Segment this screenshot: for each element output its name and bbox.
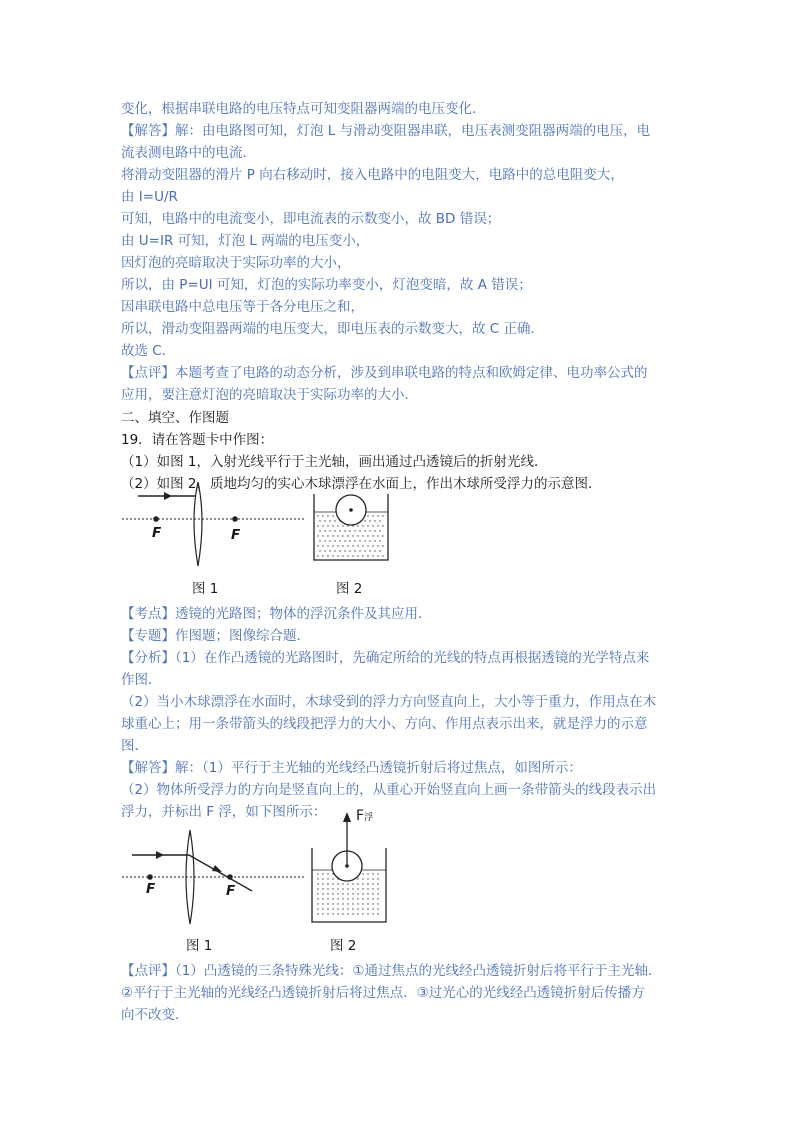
water-dot — [379, 530, 380, 531]
water-dot — [367, 908, 368, 909]
water-dot — [342, 888, 343, 889]
water-dot — [357, 893, 358, 894]
water-dot — [372, 545, 373, 546]
water-dot — [334, 530, 335, 531]
text-line: （2）物体所受浮力的方向是竖直向上的，从重心开始竖直向上画一条带箭头的线段表示出 — [121, 782, 657, 798]
focal-point-label: F — [152, 525, 162, 541]
water-dot — [334, 540, 335, 541]
text-line: 故选 C． — [121, 343, 176, 359]
water-dot — [317, 515, 318, 516]
water-dot — [322, 908, 323, 909]
water-dot — [352, 898, 353, 899]
water-dot — [354, 550, 355, 551]
water-dot — [352, 545, 353, 546]
water-dot — [337, 888, 338, 889]
water-dot — [324, 540, 325, 541]
water-dot — [377, 525, 378, 526]
water-dot — [359, 540, 360, 541]
water-dot — [362, 525, 363, 526]
water-dot — [377, 888, 378, 889]
water-dot — [377, 878, 378, 879]
water-dot — [369, 530, 370, 531]
water-dot — [332, 888, 333, 889]
water-dot — [329, 540, 330, 541]
water-dot — [317, 908, 318, 909]
text-line: 图． — [121, 738, 148, 754]
water-dot — [319, 530, 320, 531]
water-dot — [337, 913, 338, 914]
water-dot — [357, 888, 358, 889]
water-dot — [349, 530, 350, 531]
water-dot — [382, 535, 383, 536]
water-dot — [352, 555, 353, 556]
text-line: 因灯泡的亮暗取决于实际功率的大小， — [121, 255, 351, 271]
water-dot — [357, 898, 358, 899]
water-dot — [332, 525, 333, 526]
water-dot — [334, 550, 335, 551]
water-dot — [324, 550, 325, 551]
water-dot — [382, 555, 383, 556]
water-dot — [342, 535, 343, 536]
water-dot — [347, 545, 348, 546]
water-dot — [332, 555, 333, 556]
water-dot — [317, 525, 318, 526]
water-dot — [357, 525, 358, 526]
water-dot — [327, 888, 328, 889]
water-dot — [342, 545, 343, 546]
water-dot — [357, 883, 358, 884]
water-dot — [347, 898, 348, 899]
water-dot — [377, 535, 378, 536]
water-dot — [322, 535, 323, 536]
water-dot — [317, 535, 318, 536]
water-dot — [347, 525, 348, 526]
water-dot — [379, 520, 380, 521]
water-dot — [332, 903, 333, 904]
water-dot — [319, 520, 320, 521]
water-dot — [347, 908, 348, 909]
water-dot — [372, 903, 373, 904]
text-line: 【点评】本题考查了电路的动态分析，涉及到串联电路的特点和欧姆定律、电功率公式的 — [121, 365, 648, 381]
question-subitem: （2）如图 2，质地均匀的实心木球漂浮在水面上，作出木球所受浮力的示意图． — [121, 476, 602, 492]
water-dot — [337, 545, 338, 546]
answer-figure-1-lens-diagram — [118, 826, 308, 934]
water-dot — [327, 525, 328, 526]
question-title: 19．请在答题卡中作图： — [121, 432, 274, 448]
water-dot — [372, 873, 373, 874]
water-dot — [317, 883, 318, 884]
water-dot — [342, 913, 343, 914]
water-dot — [377, 515, 378, 516]
water-dot — [327, 893, 328, 894]
water-dot — [362, 545, 363, 546]
water-dot — [354, 530, 355, 531]
water-dot — [342, 898, 343, 899]
water-dot — [327, 878, 328, 879]
water-dot — [352, 893, 353, 894]
water-dot — [362, 888, 363, 889]
water-dot — [352, 908, 353, 909]
water-dot — [372, 883, 373, 884]
water-dot — [317, 878, 318, 879]
water-dot — [337, 903, 338, 904]
water-dot — [362, 893, 363, 894]
text-line: 【解答】解：由电路图可知，灯泡 L 与滑动变阻器串联，电压表测变阻器两端的电压，电 — [121, 123, 651, 139]
water-dot — [317, 545, 318, 546]
water-dot — [362, 878, 363, 879]
water-dot — [322, 555, 323, 556]
text-line: 【专题】作图题；图像综合题． — [121, 628, 310, 644]
water-dot — [337, 893, 338, 894]
water-dot — [377, 898, 378, 899]
text-line: 流表测电路中的电流． — [121, 145, 256, 161]
water-dot — [372, 878, 373, 879]
water-dot — [377, 893, 378, 894]
water-dot — [364, 550, 365, 551]
water-dot — [327, 535, 328, 536]
water-dot — [319, 550, 320, 551]
water-dot — [367, 555, 368, 556]
water-dot — [327, 903, 328, 904]
water-dot — [357, 903, 358, 904]
water-dot — [322, 545, 323, 546]
text-line: 所以，滑动变阻器两端的电压变大，即电压表的示数变大，故 C 正确． — [121, 321, 545, 337]
water-dot — [317, 888, 318, 889]
water-dot — [332, 545, 333, 546]
water-dot — [339, 540, 340, 541]
water-dot — [352, 535, 353, 536]
water-dot — [362, 535, 363, 536]
water-dot — [332, 883, 333, 884]
water-dot — [342, 883, 343, 884]
figure-caption: 图 1 — [192, 581, 219, 597]
water-dot — [374, 530, 375, 531]
text-line: 【分析】（1）在作凸透镜的光路图时，先确定所给的光线的特点再根据透镜的光学特点来 — [121, 650, 650, 666]
water-dot — [367, 545, 368, 546]
water-dot — [372, 913, 373, 914]
water-dot — [332, 515, 333, 516]
water-dot — [357, 878, 358, 879]
water-dot — [329, 550, 330, 551]
water-dot — [342, 525, 343, 526]
water-dot — [347, 913, 348, 914]
water-dot — [347, 555, 348, 556]
water-dot — [349, 550, 350, 551]
water-dot — [377, 908, 378, 909]
water-dot — [364, 520, 365, 521]
water-dot — [347, 888, 348, 889]
water-dot — [327, 873, 328, 874]
water-dot — [377, 555, 378, 556]
text-line: 由 U=IR 可知，灯泡 L 两端的电压变小， — [121, 233, 370, 249]
text-line: 浮力，并标出 F 浮，如下图所示： — [121, 804, 327, 820]
text-line: 球重心上；用一条带箭头的线段把浮力的大小、方向、作用点表示出来，就是浮力的示意 — [121, 716, 648, 732]
water-dot — [322, 913, 323, 914]
water-dot — [322, 893, 323, 894]
water-dot — [374, 550, 375, 551]
water-dot — [329, 530, 330, 531]
water-dot — [369, 550, 370, 551]
water-dot — [332, 898, 333, 899]
water-dot — [337, 555, 338, 556]
focal-point-label: F — [231, 527, 241, 543]
text-line: 可知，电路中的电流变小，即电流表的示数变小，故 BD 错误； — [121, 211, 501, 227]
water-dot — [377, 903, 378, 904]
figure-caption: 图 1 — [186, 938, 213, 954]
water-dot — [362, 883, 363, 884]
water-dot — [357, 535, 358, 536]
text-line: ②平行于主光轴的光线经凸透镜折射后将过焦点．③过光心的光线经凸透镜折射后传播方 — [121, 985, 645, 1001]
water-dot — [327, 515, 328, 516]
water-dot — [374, 520, 375, 521]
water-dot — [342, 893, 343, 894]
text-line: 【考点】透镜的光路图；物体的浮沉条件及其应用． — [121, 606, 432, 622]
water-dot — [374, 540, 375, 541]
water-dot — [347, 535, 348, 536]
water-dot — [354, 540, 355, 541]
water-dot — [344, 550, 345, 551]
water-dot — [332, 908, 333, 909]
water-dot — [362, 873, 363, 874]
text-line: 所以，由 P=UI 可知，灯泡的实际功率变小，灯泡变暗，故 A 错误； — [121, 277, 532, 293]
water-dot — [359, 550, 360, 551]
water-dot — [322, 883, 323, 884]
water-dot — [342, 908, 343, 909]
figure-1-lens-diagram — [118, 478, 308, 588]
water-dot — [372, 555, 373, 556]
water-dot — [372, 893, 373, 894]
water-dot — [367, 903, 368, 904]
water-dot — [352, 913, 353, 914]
water-dot — [369, 520, 370, 521]
water-dot — [362, 898, 363, 899]
water-dot — [337, 525, 338, 526]
text-line: 作图． — [121, 672, 162, 688]
water-dot — [377, 873, 378, 874]
water-dot — [337, 908, 338, 909]
water-dot — [367, 898, 368, 899]
water-dot — [362, 908, 363, 909]
water-dot — [369, 540, 370, 541]
water-dot — [324, 530, 325, 531]
water-dot — [327, 898, 328, 899]
water-dot — [342, 555, 343, 556]
text-line: 由 I=U/R — [121, 189, 178, 205]
water-dot — [344, 540, 345, 541]
water-dot — [367, 515, 368, 516]
water-dot — [349, 540, 350, 541]
water-dot — [342, 903, 343, 904]
water-dot — [357, 913, 358, 914]
water-dot — [332, 913, 333, 914]
water-dot — [322, 525, 323, 526]
answer-figure-2-floating-ball — [306, 808, 396, 926]
water-dot — [357, 555, 358, 556]
water-dot — [372, 515, 373, 516]
water-dot — [327, 555, 328, 556]
water-dot — [372, 898, 373, 899]
water-dot — [362, 555, 363, 556]
water-dot — [344, 530, 345, 531]
water-dot — [347, 893, 348, 894]
water-dot — [362, 903, 363, 904]
text-line: 变化，根据串联电路的电压特点可知变阻器两端的电压变化． — [121, 101, 486, 117]
water-dot — [367, 878, 368, 879]
focal-point-label: F — [146, 881, 156, 897]
water-dot — [377, 913, 378, 914]
figure-caption: 图 2 — [336, 581, 363, 597]
water-dot — [352, 883, 353, 884]
water-dot — [367, 525, 368, 526]
text-line: 因串联电路中总电压等于各分电压之和， — [121, 299, 364, 315]
figure-caption: 图 2 — [330, 938, 357, 954]
water-dot — [357, 908, 358, 909]
water-dot — [332, 535, 333, 536]
text-line: （2）当小木球漂浮在水面时，木球受到的浮力方向竖直向上，大小等于重力，作用点在木 — [121, 694, 657, 710]
water-dot — [337, 898, 338, 899]
water-dot — [332, 893, 333, 894]
water-dot — [382, 525, 383, 526]
water-dot — [377, 545, 378, 546]
water-dot — [372, 535, 373, 536]
water-dot — [319, 540, 320, 541]
water-dot — [339, 530, 340, 531]
water-dot — [322, 903, 323, 904]
water-dot — [322, 873, 323, 874]
water-dot — [367, 913, 368, 914]
water-dot — [324, 520, 325, 521]
water-dot — [379, 550, 380, 551]
water-dot — [362, 913, 363, 914]
water-dot — [347, 903, 348, 904]
water-dot — [329, 520, 330, 521]
water-dot — [367, 893, 368, 894]
water-dot — [352, 888, 353, 889]
water-dot — [322, 898, 323, 899]
water-dot — [377, 883, 378, 884]
water-dot — [367, 535, 368, 536]
water-dot — [382, 545, 383, 546]
water-dot — [364, 530, 365, 531]
water-dot — [327, 913, 328, 914]
text-line: 向不改变． — [121, 1007, 189, 1023]
water-dot — [347, 883, 348, 884]
water-dot — [337, 883, 338, 884]
water-dot — [322, 888, 323, 889]
water-dot — [339, 550, 340, 551]
water-dot — [317, 893, 318, 894]
text-line: 【解答】解：（1）平行于主光轴的光线经凸透镜折射后将过焦点，如图所示： — [121, 760, 582, 776]
water-dot — [337, 535, 338, 536]
water-dot — [357, 545, 358, 546]
text-line: 应用，要注意灯泡的亮暗取决于实际功率的大小． — [121, 387, 418, 403]
question-subitem: （1）如图 1，入射光线平行于主光轴，画出通过凸透镜后的折射光线． — [121, 454, 548, 470]
water-dot — [322, 515, 323, 516]
water-dot — [372, 525, 373, 526]
water-dot — [382, 515, 383, 516]
water-dot — [367, 883, 368, 884]
text-line: 将滑动变阻器的滑片 P 向右移动时，接入电路中的电阻变大，电路中的总电阻变大， — [121, 167, 624, 183]
water-dot — [372, 908, 373, 909]
water-dot — [317, 873, 318, 874]
water-dot — [367, 873, 368, 874]
water-dot — [364, 540, 365, 541]
water-dot — [379, 540, 380, 541]
water-dot — [317, 903, 318, 904]
water-dot — [317, 913, 318, 914]
figure-2-floating-ball — [312, 486, 392, 564]
force-label: F浮 — [356, 808, 374, 824]
water-dot — [332, 878, 333, 879]
text-line: 【点评】（1）凸透镜的三条特殊光线：①通过焦点的光线经凸透镜折射后将平行于主光轴． — [121, 963, 662, 979]
water-dot — [327, 883, 328, 884]
section-heading: 二、填空、作图题 — [121, 410, 229, 426]
water-dot — [327, 908, 328, 909]
water-dot — [352, 903, 353, 904]
water-dot — [327, 545, 328, 546]
water-dot — [359, 530, 360, 531]
water-dot — [334, 520, 335, 521]
water-dot — [322, 878, 323, 879]
water-dot — [317, 555, 318, 556]
focal-point-label: F — [226, 883, 236, 899]
water-dot — [317, 898, 318, 899]
water-dot — [372, 888, 373, 889]
water-dot — [367, 888, 368, 889]
